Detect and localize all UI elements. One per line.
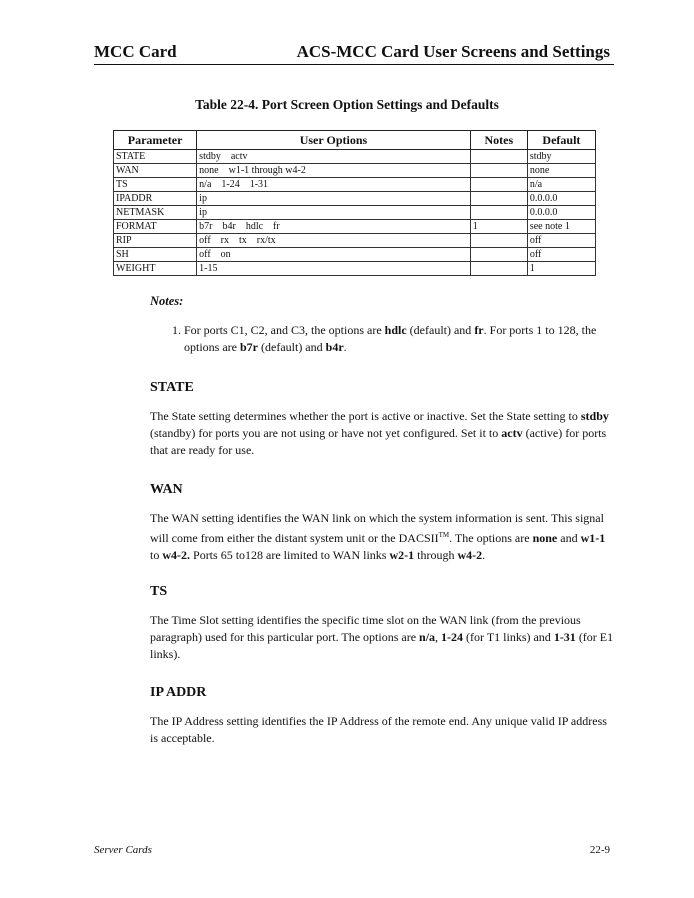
table-row [114,164,596,178]
cell-notes [470,150,527,164]
page-header [94,40,614,64]
cell-notes: 1 [470,220,527,234]
table-caption: Table 22-4. Port Screen Option Settings and Defaults [195,97,499,112]
col-header-default: Default [527,131,595,150]
table-row [114,178,596,192]
header-chapter-title: MCC Card [94,42,177,61]
cell-options: off on [197,248,471,262]
cell-parameter: SH [114,248,197,262]
section-state [150,380,614,459]
section-body-ipaddr: The IP Address setting identifies the IP Address of the remote end. Any unique valid IP address is acceptable. [150,714,607,745]
cell-default: 0.0.0.0 [527,206,595,220]
section-ipaddr [150,685,614,747]
cell-options: none w1-1 through w4-2 [197,164,471,178]
cell-default: 1 [527,262,595,276]
header-rule [94,64,614,65]
header-section-title: ACS-MCC Card User Screens and Settings [296,42,610,61]
note-text: For ports C1, C2, and C3, the options are hdlc (default) and fr. For ports 1 to 128, the options are b7r (default) and b4r. [184,323,597,354]
section-heading-ipaddr: IP ADDR [150,685,207,700]
cell-default: see note 1 [527,220,595,234]
cell-parameter: RIP [114,234,197,248]
port-options-table [113,130,596,276]
cell-default: n/a [527,178,595,192]
table-row [114,262,596,276]
cell-default: off [527,234,595,248]
section-heading-wan: WAN [150,482,183,497]
cell-options: 1-15 [197,262,471,276]
cell-options: n/a 1-24 1-31 [197,178,471,192]
table-row [114,234,596,248]
cell-notes [470,178,527,192]
cell-default: off [527,248,595,262]
cell-notes [470,164,527,178]
col-header-notes: Notes [470,131,527,150]
cell-default: 0.0.0.0 [527,192,595,206]
section-body-wan: The WAN setting identifies the WAN link on which the system information is sent. This signal will come from either the distant system unit or the DACSII™. The options are none and w1-1 to w4-2. Ports 65 to128 are limited to WAN links w2-1 through w4-2. [150,511,606,562]
cell-options: off rx tx rx/tx [197,234,471,248]
cell-parameter: WEIGHT [114,262,197,276]
section-body-state: The State setting determines whether the port is active or inactive. Set the State setting to stdby (standby) for ports you are not using or have not yet configured. Set it to actv (active) for ports that are ready for use. [150,409,609,457]
cell-notes [470,206,527,220]
cell-parameter: IPADDR [114,192,197,206]
cell-notes [470,262,527,276]
cell-parameter: NETMASK [114,206,197,220]
cell-parameter: WAN [114,164,197,178]
table-row [114,248,596,262]
table-row [114,220,596,234]
col-header-user-options: User Options [197,131,471,150]
table-row [114,150,596,164]
section-wan [150,482,614,564]
cell-default: stdby [527,150,595,164]
cell-options: ip [197,206,471,220]
cell-notes [470,192,527,206]
table-row [114,206,596,220]
table-header-row [114,131,596,150]
cell-options: b7r b4r hdlc fr [197,220,471,234]
cell-notes [470,234,527,248]
col-header-parameter: Parameter [114,131,197,150]
cell-parameter: STATE [114,150,197,164]
table-row [114,192,596,206]
cell-parameter: FORMAT [114,220,197,234]
section-heading-state: STATE [150,380,194,395]
footer-book-title: Server Cards [94,844,152,856]
cell-options: stdby actv [197,150,471,164]
section-ts [150,584,614,663]
section-heading-ts: TS [150,584,168,599]
cell-notes [470,248,527,262]
section-body-ts: The Time Slot setting identifies the specific time slot on the WAN link (from the previous paragraph) used for this particular port. The options are n/a, 1-24 (for T1 links) and 1-31 (for E1 links). [150,613,614,661]
notes-title: Notes: [150,294,184,308]
cell-parameter: TS [114,178,197,192]
footer-page-number: 22-9 [589,844,610,856]
note-item [172,322,612,356]
cell-options: ip [197,192,471,206]
cell-default: none [527,164,595,178]
note-number: 1. [172,323,181,337]
